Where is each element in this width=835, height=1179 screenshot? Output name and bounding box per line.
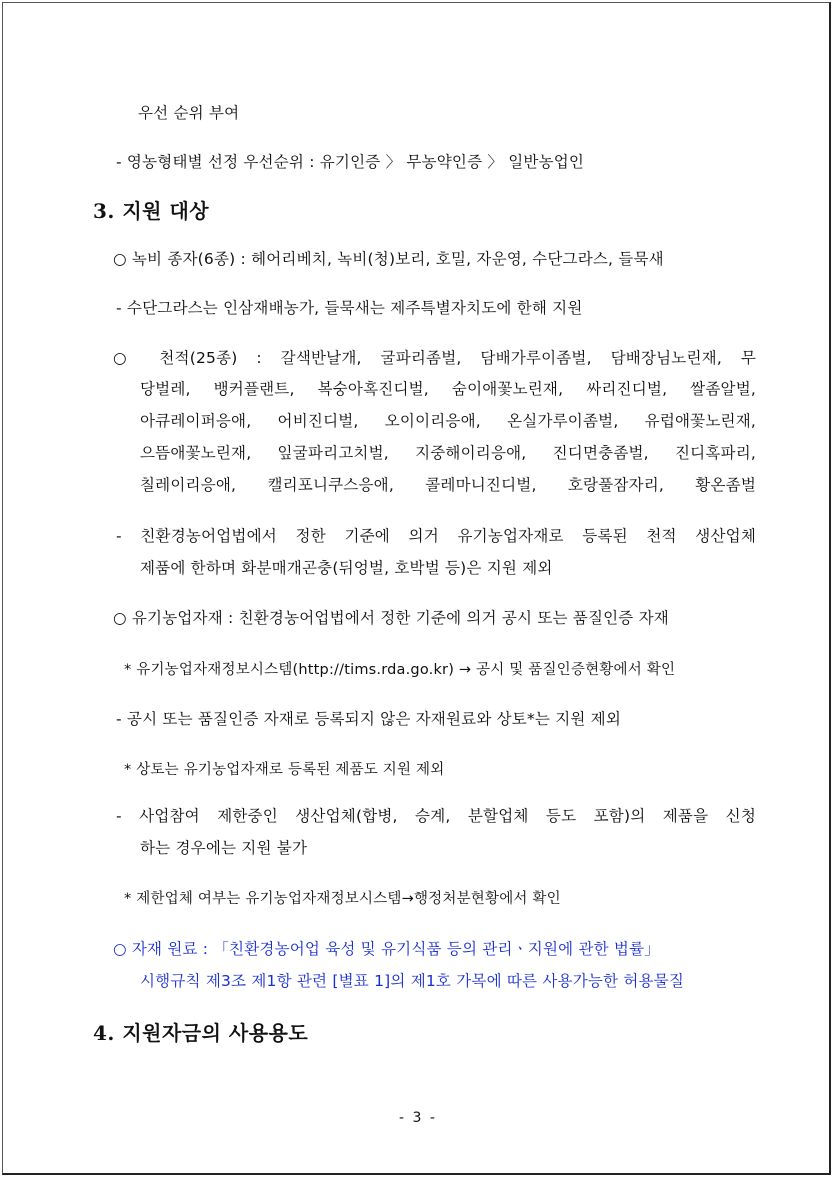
text-line: - 영농형태별 선정 우선순위 : 유기인증 〉 무농약인증 〉 일반농업인	[116, 153, 585, 171]
bullet-item: ○ 유기농업자재 : 친환경농어업법에서 정한 기준에 의거 공시 또는 품질인증 자재	[113, 609, 669, 627]
section-heading: 3. 지원 대상	[93, 199, 210, 223]
bullet-item-highlight: ○ 자재 원료 : 「친환경농어업 육성 및 유기식품 등의 관리ㆍ지원에 관한 법률」	[113, 940, 660, 958]
page-number: - 3 -	[399, 1110, 437, 1126]
text-line: 으뜸애꽃노린재, 잎굴파리고치벌, 지중해이리응애, 진디면충좀벌, 진디혹파리,	[140, 444, 756, 462]
text-line: 아큐레이퍼응애, 어비진디벌, 오이이리응애, 온실가루이좀벌, 유럽애꽃노린재,	[140, 412, 756, 430]
bullet-item: ○ 녹비 종자(6종) : 헤어리베치, 녹비(청)보리, 호밀, 자운영, 수단그라스, 들묵새	[113, 250, 664, 268]
text-line: - 공시 또는 품질인증 자재로 등록되지 않은 자재원료와 상토*는 지원 제외	[116, 710, 622, 728]
text-line: 우선 순위 부여	[138, 104, 240, 122]
section-heading: 4. 지원자금의 사용용도	[93, 1021, 309, 1045]
text-line: 제품에 한하며 화분매개곤충(뒤엉벌, 호박벌 등)은 지원 제외	[140, 559, 553, 577]
text-line: 하는 경우에는 지원 불가	[140, 839, 308, 857]
bullet-item: ○ 천적(25종) : 갈색반날개, 굴파리좀벌, 담배가루이좀벌, 담배장님노린재, 무	[113, 349, 756, 367]
note-line: * 유기농업자재정보시스템(http://tims.rda.go.kr) → 공시 및 품질인증현황에서 확인	[124, 662, 676, 678]
text-line: - 친환경농어업법에서 정한 기준에 의거 유기농업자재로 등록된 천적 생산업체	[116, 527, 756, 545]
text-line: 당벌레, 뱅커플랜트, 복숭아혹진디벌, 숨이애꽃노린재, 싸리진디벌, 쌀좀알벌,	[140, 380, 756, 398]
text-line: - 수단그라스는 인삼재배농가, 들묵새는 제주특별자치도에 한해 지원	[116, 299, 583, 317]
text-line: 칠레이리응애, 캘리포니쿠스응애, 콜레마니진디벌, 호랑풀잠자리, 황온좀벌	[140, 476, 756, 494]
text-line: - 사업참여 제한중인 생산업체(합병, 승계, 분할업체 등도 포함)의 제품을 신청	[116, 807, 756, 825]
note-line: * 제한업체 여부는 유기농업자재정보시스템→행정처분현황에서 확인	[124, 891, 561, 907]
text-line-highlight: 시행규칙 제3조 제1항 관련 [별표 1]의 제1호 가목에 따른 사용가능한 허용물질	[140, 972, 685, 990]
document-page	[2, 2, 831, 1175]
note-line: * 상토는 유기농업자재로 등록된 제품도 지원 제외	[124, 762, 445, 778]
